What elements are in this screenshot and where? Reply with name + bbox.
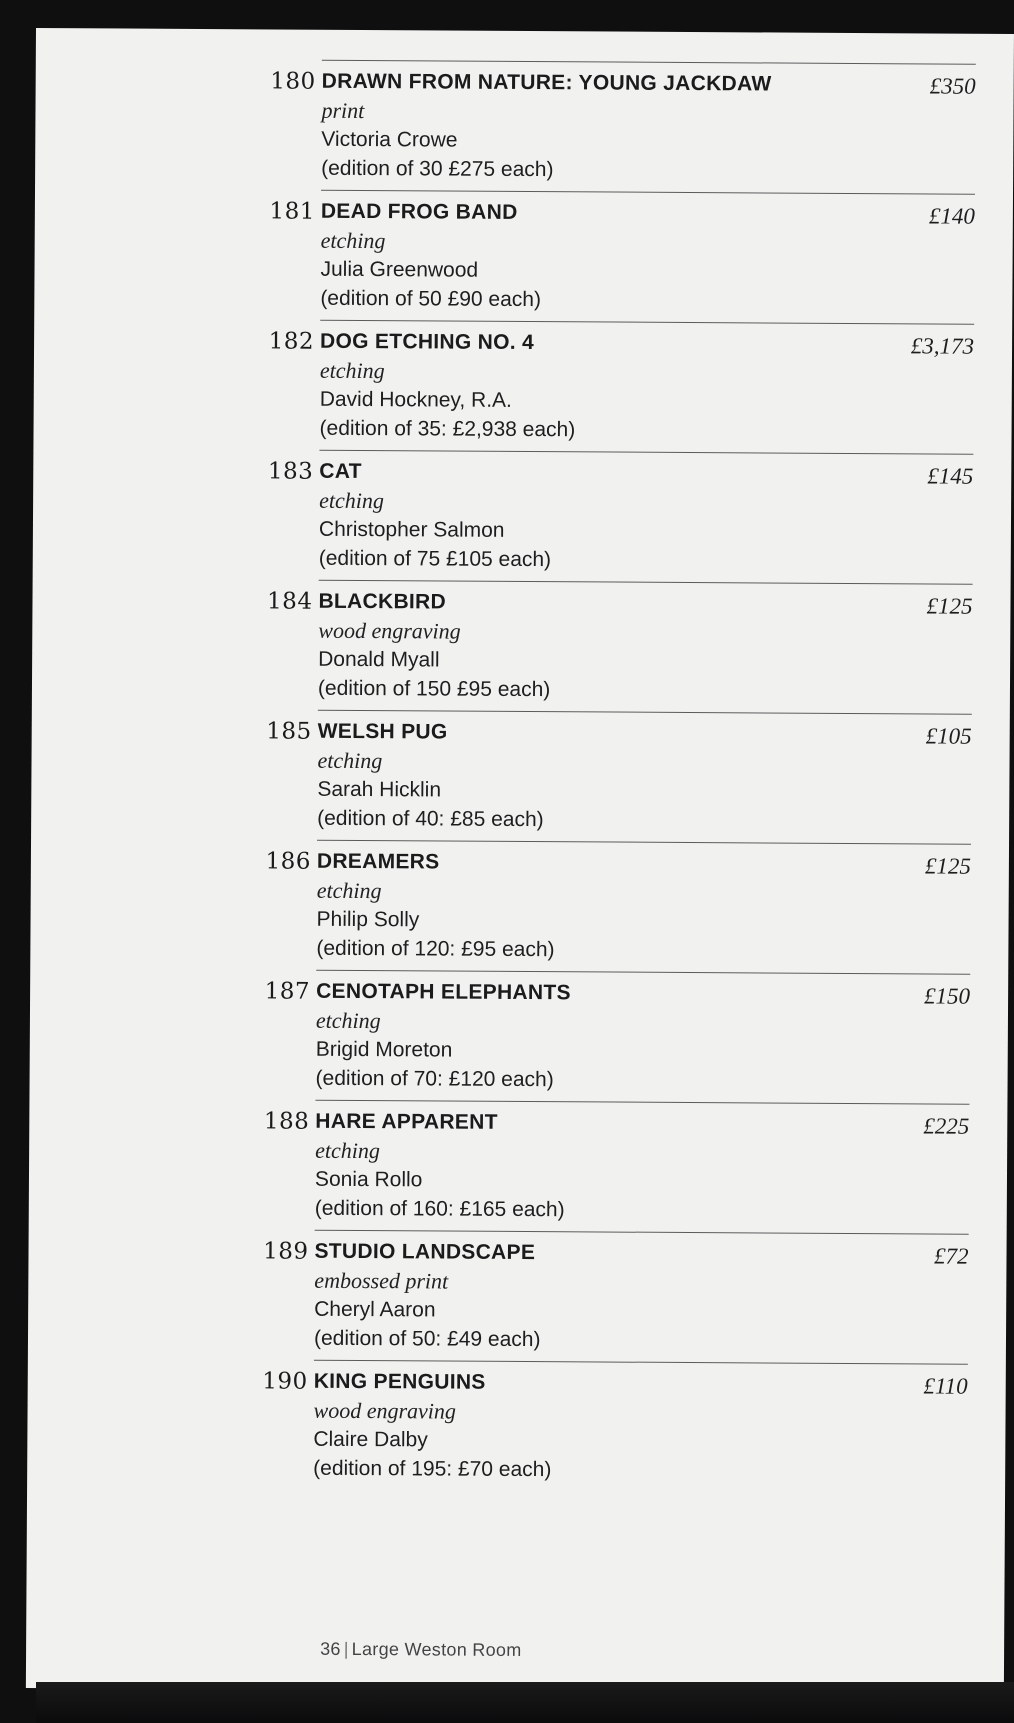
entry-title: DEAD FROG BAND: [320, 199, 518, 224]
entry-title: HARE APPARENT: [315, 1109, 498, 1134]
entry-medium: etching: [315, 1007, 381, 1034]
entry-edition: (edition of 70: £120 each): [315, 1066, 554, 1092]
entry-number: 189: [263, 1238, 309, 1265]
entry-medium: wood engraving: [318, 617, 461, 644]
entry-price: £350: [929, 73, 976, 99]
entry-price: £72: [933, 1243, 969, 1269]
entry-price: £3,173: [910, 333, 975, 359]
entry-medium: wood engraving: [313, 1397, 457, 1424]
entry-artist: Julia Greenwood: [320, 257, 479, 282]
entry-edition: (edition of 50 £90 each): [320, 286, 542, 312]
entry-number: 185: [266, 718, 312, 745]
page-footer: [320, 1639, 522, 1661]
entry-price: £125: [924, 853, 971, 879]
entry-edition: (edition of 160: £165 each): [314, 1196, 565, 1222]
entry-medium: etching: [319, 357, 385, 384]
entry-edition: (edition of 30 £275 each): [321, 156, 554, 182]
entry-edition: (edition of 50: £49 each): [313, 1326, 541, 1352]
entry-title: KING PENGUINS: [313, 1369, 486, 1394]
entry-edition: (edition of 75 £105 each): [318, 546, 552, 572]
entry-price: £110: [923, 1373, 968, 1399]
entry-medium: print: [321, 97, 365, 124]
entry-number: 184: [267, 588, 313, 615]
page-number: 36: [320, 1638, 341, 1659]
entry-title: DREAMERS: [316, 849, 440, 874]
catalogue-entry-185: [241, 709, 972, 843]
catalogue-entry-188: [239, 1099, 970, 1233]
entry-artist: Sarah Hicklin: [317, 777, 442, 802]
entry-medium: etching: [320, 227, 386, 254]
entry-medium: etching: [319, 487, 384, 514]
catalogue-entry-183: [243, 449, 974, 583]
entry-title: DOG ETCHING NO. 4: [320, 329, 535, 355]
entry-number: 187: [264, 978, 311, 1005]
entry-price: £140: [928, 203, 975, 229]
entry-edition: (edition of 150 £95 each): [317, 676, 551, 702]
entry-price: £125: [926, 593, 973, 619]
entry-price: £105: [925, 723, 972, 749]
entry-edition: (edition of 120: £95 each): [316, 936, 555, 962]
entry-artist: Victoria Crowe: [321, 127, 458, 152]
page-bottom-shadow: [36, 1682, 1014, 1723]
catalogue-entry-190: [237, 1359, 968, 1493]
entry-edition: (edition of 35: £2,938 each): [319, 416, 576, 442]
entry-price: £145: [927, 463, 974, 489]
entry-artist: Christopher Salmon: [318, 517, 505, 542]
entry-medium: etching: [316, 877, 382, 904]
entry-number: 180: [270, 68, 316, 95]
entry-price: £150: [924, 983, 971, 1009]
entry-medium: etching: [317, 747, 383, 774]
entry-artist: Philip Solly: [316, 907, 420, 932]
entry-edition: (edition of 40: £85 each): [317, 806, 544, 832]
catalogue-page: [26, 28, 1014, 1694]
catalogue-entry-186: [240, 839, 971, 973]
entry-number: 188: [263, 1108, 310, 1135]
entry-divider: [322, 60, 976, 65]
entry-edition: (edition of 195: £70 each): [313, 1456, 552, 1482]
entry-number: 190: [262, 1368, 308, 1395]
entry-number: 183: [267, 458, 314, 485]
footer-separator: |: [343, 1638, 349, 1659]
entry-artist: Brigid Moreton: [315, 1037, 453, 1062]
entry-artist: Sonia Rollo: [314, 1167, 423, 1192]
entry-title: STUDIO LANDSCAPE: [314, 1239, 536, 1265]
entry-artist: Cheryl Aaron: [314, 1297, 436, 1322]
entry-title: BLACKBIRD: [318, 589, 447, 614]
entry-number: 182: [268, 328, 315, 355]
entry-medium: embossed print: [314, 1267, 449, 1294]
entry-price: £225: [923, 1113, 970, 1139]
catalogue-entry-184: [242, 579, 973, 713]
section-name: Large Weston Room: [351, 1638, 522, 1660]
entry-title: CENOTAPH ELEPHANTS: [316, 979, 571, 1005]
entry-artist: Donald Myall: [318, 647, 440, 672]
entry-title: WELSH PUG: [317, 719, 448, 744]
entry-title: CAT: [319, 459, 362, 483]
catalogue-entry-181: [244, 189, 975, 323]
entry-medium: etching: [315, 1137, 380, 1164]
catalogue-entry-189: [238, 1229, 969, 1363]
catalogue-entry-180: [245, 59, 976, 193]
entry-number: 181: [269, 198, 315, 225]
entry-artist: David Hockney, R.A.: [319, 387, 512, 412]
catalogue-entry-182: [243, 319, 974, 453]
entry-number: 186: [265, 848, 311, 875]
entry-artist: Claire Dalby: [313, 1427, 428, 1452]
catalogue-entry-187: [239, 969, 970, 1103]
entry-title: DRAWN FROM NATURE: YOUNG JACKDAW: [321, 69, 772, 96]
